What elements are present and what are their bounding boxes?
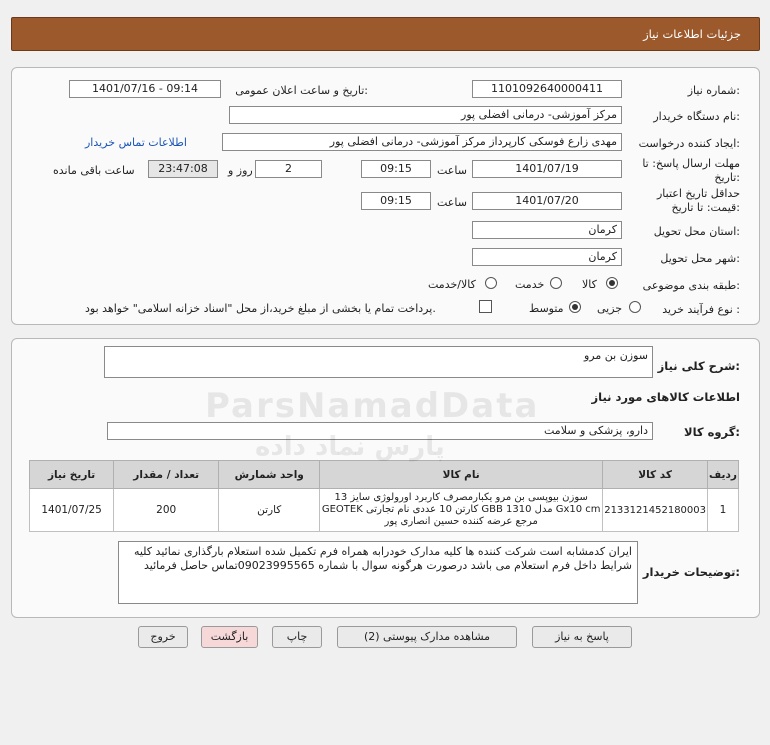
- category-service-label: خدمت: [515, 278, 545, 291]
- col-unit: واحد شمارش: [219, 461, 320, 489]
- validity-time-field: 09:15: [361, 192, 431, 210]
- cell-unit: کارتن: [219, 489, 320, 532]
- page-header: [11, 17, 760, 51]
- purchase-minor-label: جزیی: [597, 302, 623, 315]
- cell-name: [320, 489, 603, 532]
- attachments-button[interactable]: مشاهده مدارک پیوستی (2): [337, 626, 517, 648]
- table-row: [30, 489, 739, 532]
- back-button[interactable]: بازگشت: [201, 626, 258, 648]
- buyer-notes-field: ایران کدمشابه است شرکت کننده ها کلیه مدارک خودرابه همراه فرم تکمیل شده استعلام بارگذاری نمائید کلیه شرایط داخل فرم استعلام می باشد درصورت هرگونه سوال با شماره 09023995565تماس حاصل فرمائید: [118, 541, 638, 604]
- province-label: استان محل تحویل:: [653, 225, 740, 238]
- category-service-radio[interactable]: [550, 277, 562, 289]
- category-label: طبقه بندی موضوعی:: [642, 279, 740, 292]
- cell-code: 2133121452180003: [603, 489, 708, 532]
- reply-time-label: ساعت: [437, 164, 467, 177]
- validity-date-field: 1401/07/20: [472, 192, 622, 210]
- reply-deadline-label: مهلت ارسال پاسخ: تا تاریخ:: [642, 157, 740, 184]
- buyer-contact-link[interactable]: اطلاعات تماس خریدار: [85, 136, 187, 149]
- price-validity-label: حداقل تاریخ اعتبار قیمت: تا تاریخ:: [656, 187, 740, 214]
- category-goods-label: کالا: [582, 278, 597, 291]
- cell-name-line2: Gx10 cm مدل GBB 1310 کارتن 10 عددی نام تجارتی GEOTEK: [321, 504, 601, 515]
- city-field: کرمان: [472, 248, 622, 266]
- buyer-org-label: نام دستگاه خریدار:: [653, 110, 740, 123]
- cell-row: 1: [708, 489, 739, 532]
- goods-group-label: گروه کالا:: [684, 425, 740, 439]
- purchase-type-label: نوع فرآیند خرید :: [662, 303, 740, 316]
- need-number-label: شماره نیاز:: [687, 84, 740, 97]
- col-qty: تعداد / مقدار: [114, 461, 219, 489]
- purchase-minor-radio[interactable]: [629, 301, 641, 313]
- announce-field: 1401/07/16 - 09:14: [69, 80, 221, 98]
- treasury-payment-checkbox[interactable]: [479, 300, 492, 313]
- category-both-radio[interactable]: [485, 277, 497, 289]
- treasury-payment-note: پرداخت تمام یا بخشی از مبلغ خرید،از محل "اسناد خزانه اسلامی" خواهد بود.: [85, 302, 436, 315]
- category-both-label: کالا/خدمت: [428, 278, 476, 291]
- cell-qty: 200: [114, 489, 219, 532]
- exit-button[interactable]: خروج: [138, 626, 188, 648]
- cell-name-line3: مرجع عرضه کننده حسین انصاری پور: [384, 516, 538, 527]
- cell-name-line1: سوزن بیوپسی بن مرو یکبارمصرف کاربرد اورولوژی سایز 13: [334, 492, 588, 503]
- days-field: 2: [255, 160, 322, 178]
- validity-time-label: ساعت: [437, 196, 467, 209]
- goods-table: [29, 460, 739, 532]
- buyer-notes-label: توضیحات خریدار:: [642, 565, 740, 579]
- remaining-time-field: 23:47:08: [148, 160, 218, 178]
- cell-date: 1401/07/25: [30, 489, 114, 532]
- requester-label: ایجاد کننده درخواست:: [638, 137, 740, 150]
- col-row: ردیف: [708, 461, 739, 489]
- reply-date-field: 1401/07/19: [472, 160, 622, 178]
- goods-group-field: دارو، پزشکی و سلامت: [107, 422, 653, 440]
- announce-label: تاریخ و ساعت اعلان عمومی:: [235, 84, 368, 97]
- buyer-org-field: مرکز آموزشی- درمانی افضلی پور: [229, 106, 622, 124]
- purchase-medium-radio[interactable]: [569, 301, 581, 313]
- goods-info-title: اطلاعات کالاهای مورد نیاز: [591, 390, 740, 404]
- col-date: تاریخ نیاز: [30, 461, 114, 489]
- days-label: روز و: [228, 164, 253, 177]
- province-field: کرمان: [472, 221, 622, 239]
- summary-field: سوزن بن مرو: [104, 346, 653, 378]
- goods-table-header: [30, 461, 739, 489]
- purchase-medium-label: متوسط: [529, 302, 564, 315]
- remaining-label: ساعت باقی مانده: [53, 164, 135, 177]
- page-title: جزئیات اطلاعات نیاز: [643, 27, 741, 41]
- category-goods-radio[interactable]: [606, 277, 618, 289]
- need-number-field: 1101092640000411: [472, 80, 622, 98]
- summary-label: شرح کلی نیاز:: [657, 359, 740, 373]
- city-label: شهر محل تحویل:: [660, 252, 740, 265]
- col-code: کد کالا: [603, 461, 708, 489]
- col-name: نام کالا: [320, 461, 603, 489]
- requester-field: مهدی زارع فوسکی کارپرداز مرکز آموزشی- درمانی افضلی پور: [222, 133, 622, 151]
- reply-time-field: 09:15: [361, 160, 431, 178]
- reply-button[interactable]: پاسخ به نیاز: [532, 626, 632, 648]
- print-button[interactable]: چاپ: [272, 626, 322, 648]
